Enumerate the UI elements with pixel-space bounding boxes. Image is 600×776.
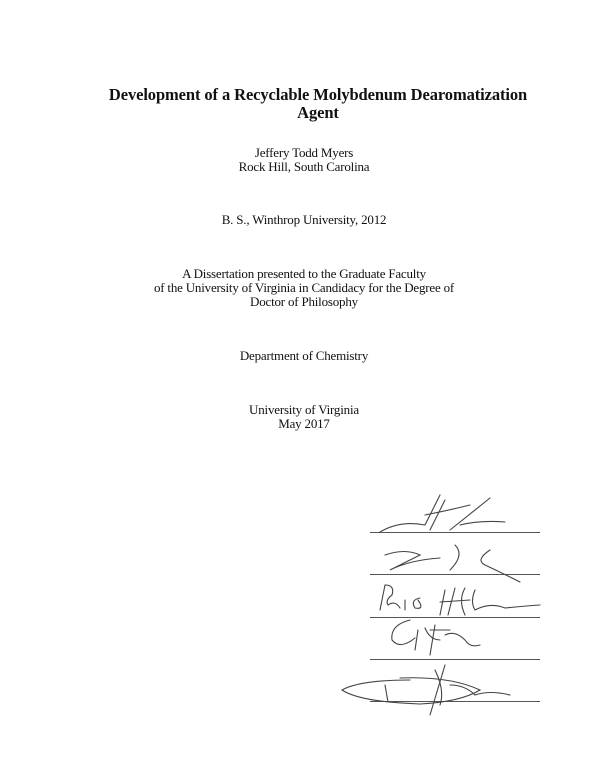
signature-1 <box>380 495 505 532</box>
institution-name: University of Virginia <box>249 402 359 417</box>
author-name: Jeffery Todd Myers <box>254 145 354 160</box>
signature-5 <box>342 665 510 715</box>
institution-date: May 2017 <box>278 416 330 431</box>
handwritten-signatures <box>330 490 560 720</box>
author-hometown: Rock Hill, South Carolina <box>238 159 370 174</box>
title-line-2: Agent <box>297 103 339 122</box>
prior-degree: B. S., Winthrop University, 2012 <box>221 212 387 227</box>
signature-3 <box>380 585 540 615</box>
statement-line-1: A Dissertation presented to the Graduate Faculty <box>182 266 426 281</box>
statement-line-2: of the University of Virginia in Candidacy for the Degree of <box>153 280 455 295</box>
title-line-1: Development of a Recyclable Molybdenum Dearomatization <box>108 85 528 104</box>
signature-2 <box>385 545 520 582</box>
department: Department of Chemistry <box>239 348 369 363</box>
signature-4 <box>392 620 480 655</box>
statement-line-3: Doctor of Philosophy <box>250 294 358 309</box>
